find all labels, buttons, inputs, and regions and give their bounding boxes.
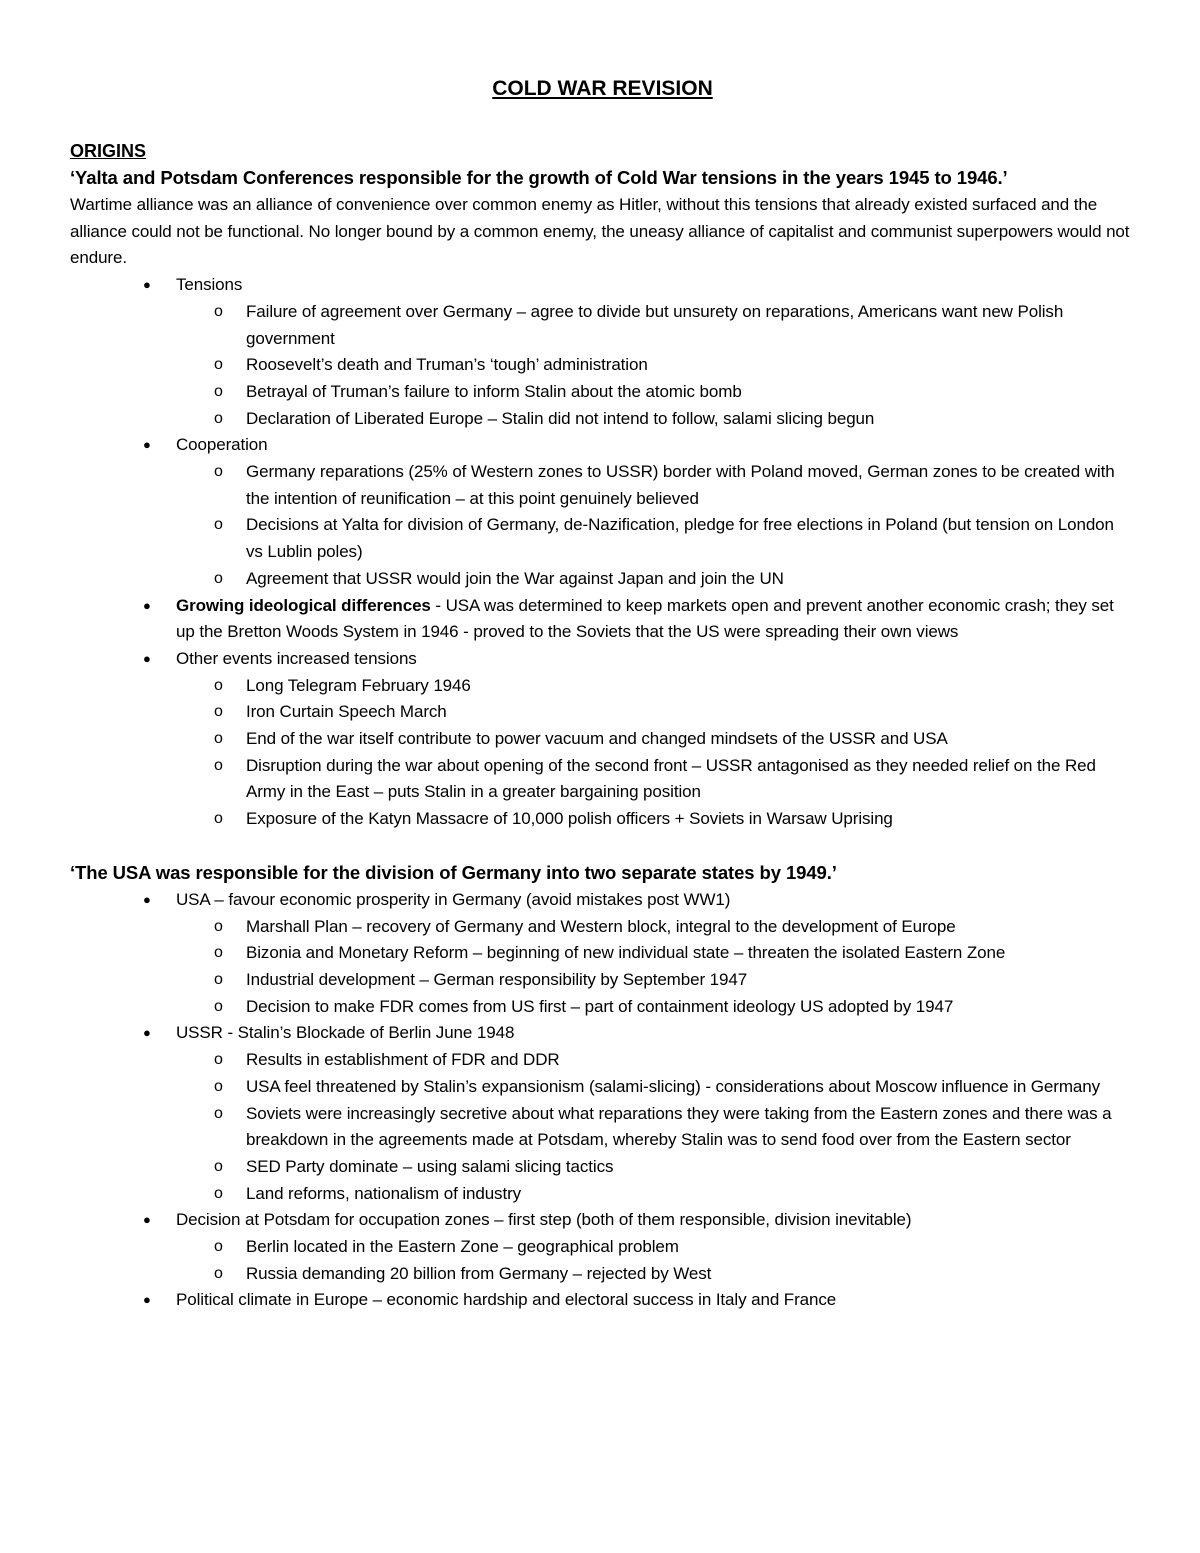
- sub-item: o Marshall Plan – recovery of Germany and Western block, integral to the development of Europe: [246, 914, 1135, 941]
- document-title: COLD WAR REVISION: [492, 77, 713, 100]
- sub-item: o Long Telegram February 1946: [246, 673, 1135, 700]
- circle-bullet-icon: o: [214, 356, 223, 374]
- sub-list: [176, 459, 1135, 593]
- sub-item: o Roosevelt’s death and Truman’s ‘tough’ administration: [246, 352, 1135, 379]
- sub-item: o SED Party dominate – using salami slicing tactics: [246, 1154, 1135, 1181]
- sub-item: o Failure of agreement over Germany – agree to divide but unsurety on reparations, Americans want new Polish government: [246, 299, 1135, 352]
- bullet-icon: ●: [143, 277, 151, 293]
- sub-item: o Decisions at Yalta for division of Germany, de-Nazification, pledge for free elections in Poland (but tension on London vs Lublin poles): [246, 512, 1135, 565]
- circle-bullet-icon: o: [214, 516, 223, 534]
- bullet-item: ● Political climate in Europe – economic hardship and electoral success in Italy and France: [176, 1287, 1135, 1314]
- bullet-icon: ●: [143, 437, 151, 453]
- circle-bullet-icon: o: [214, 1104, 223, 1122]
- document-page: [70, 74, 1135, 1314]
- bullet-item: ● Tensions o Failure of agreement over Germany – agree to divide but unsurety on reparations, Americans want new Polish government o Roosevelt’s death and Truman’s ‘tough’ administration o Betrayal of Truman’s failure to inform Stalin about the atomic bomb o Declaration of Liberated Europe – Stalin did not intend to follow, salami slicing begun: [176, 272, 1135, 432]
- sub-item: o Soviets were increasingly secretive about what reparations they were taking from the Eastern zones and there was a breakdown in the agreements made at Potsdam, whereby Stalin was to send food over from the Eastern sector: [246, 1101, 1135, 1154]
- sub-item: o Disruption during the war about opening of the second front – USSR antagonised as they needed relief on the Red Army in the East – puts Stalin in a greater bargaining position: [246, 753, 1135, 806]
- sub-item: o Decision to make FDR comes from US first – part of containment ideology US adopted by 1947: [246, 994, 1135, 1021]
- sub-list: [176, 914, 1135, 1021]
- bullet-icon: ●: [143, 1292, 151, 1308]
- sub-item: o Russia demanding 20 billion from Germany – rejected by West: [246, 1261, 1135, 1288]
- sub-item: o Germany reparations (25% of Western zones to USSR) border with Poland moved, German zones to be created with the intention of reunification – at this point genuinely believed: [246, 459, 1135, 512]
- circle-bullet-icon: o: [214, 1184, 223, 1202]
- section-heading-origins: ORIGINS: [70, 141, 147, 161]
- circle-bullet-icon: o: [214, 302, 223, 320]
- circle-bullet-icon: o: [214, 1077, 223, 1095]
- circle-bullet-icon: o: [214, 730, 223, 748]
- q2-bullet-list: [70, 887, 1135, 1314]
- bullet-item: ● USSR - Stalin’s Blockade of Berlin June 1948 o Results in establishment of FDR and DDR o USA feel threatened by Stalin’s expansionism (salami-slicing) - considerations about Moscow influence in Germany o Soviets were increasingly secretive about what reparations they were taking from the Eastern zones and there was a breakdown in the agreements made at Potsdam, whereby Stalin was to send food over from the Eastern sector o SED Party dominate – using salami slicing tactics o Land reforms, nationalism of industry: [176, 1020, 1135, 1207]
- essay-question-2: ‘The USA was responsible for the division of Germany into two separate states by 1949.’: [70, 861, 837, 883]
- sub-item: o USA feel threatened by Stalin’s expansionism (salami-slicing) - considerations about Moscow influence in Germany: [246, 1074, 1135, 1101]
- circle-bullet-icon: o: [214, 676, 223, 694]
- circle-bullet-icon: o: [214, 1264, 223, 1282]
- sub-item: o Berlin located in the Eastern Zone – geographical problem: [246, 1234, 1135, 1261]
- sub-list: [176, 1234, 1135, 1287]
- circle-bullet-icon: o: [214, 970, 223, 988]
- sub-item: o Betrayal of Truman’s failure to inform Stalin about the atomic bomb: [246, 379, 1135, 406]
- bullet-item: ● Other events increased tensions o Long Telegram February 1946 o Iron Curtain Speech March o End of the war itself contribute to power vacuum and changed mindsets of the USSR and USA o Disruption during the war about opening of the second front – USSR antagonised as they needed relief on the Red Army in the East – puts Stalin in a greater bargaining position o Exposure of the Katyn Massacre of 10,000 polish officers + Soviets in Warsaw Uprising: [176, 646, 1135, 833]
- sub-item: o End of the war itself contribute to power vacuum and changed mindsets of the USSR and USA: [246, 726, 1135, 753]
- bullet-icon: ●: [143, 891, 151, 907]
- circle-bullet-icon: o: [214, 944, 223, 962]
- circle-bullet-icon: o: [214, 1051, 223, 1069]
- sub-item: o Iron Curtain Speech March: [246, 699, 1135, 726]
- circle-bullet-icon: o: [214, 756, 223, 774]
- bullet-icon: ●: [143, 1212, 151, 1228]
- q1-bullet-list: [70, 272, 1135, 833]
- bullet-item: ● USA – favour economic prosperity in Germany (avoid mistakes post WW1) o Marshall Plan – recovery of Germany and Western block, integral to the development of Europe o Bizonia and Monetary Reform – beginning of new individual state – threaten the isolated Eastern Zone o Industrial development – German responsibility by September 1947 o Decision to make FDR comes from US first – part of containment ideology US adopted by 1947: [176, 887, 1135, 1021]
- circle-bullet-icon: o: [214, 463, 223, 481]
- circle-bullet-icon: o: [214, 810, 223, 828]
- bullet-icon: ●: [143, 650, 151, 666]
- sub-item: o Declaration of Liberated Europe – Stalin did not intend to follow, salami slicing begun: [246, 406, 1135, 433]
- sub-item: o Exposure of the Katyn Massacre of 10,000 polish officers + Soviets in Warsaw Uprising: [246, 806, 1135, 833]
- circle-bullet-icon: o: [214, 569, 223, 587]
- sub-list: [176, 673, 1135, 833]
- circle-bullet-icon: o: [214, 1157, 223, 1175]
- sub-item: o Land reforms, nationalism of industry: [246, 1181, 1135, 1208]
- bullet-item: ● Growing ideological differences - USA was determined to keep markets open and prevent another economic crash; they set up the Bretton Woods System in 1946 - proved to the Soviets that the US were spreading their own views: [176, 593, 1135, 646]
- circle-bullet-icon: o: [214, 409, 223, 427]
- bullet-icon: ●: [143, 1025, 151, 1041]
- sub-item: o Bizonia and Monetary Reform – beginning of new individual state – threaten the isolated Eastern Zone: [246, 940, 1135, 967]
- intro-paragraph: Wartime alliance was an alliance of convenience over common enemy as Hitler, without this tensions that already existed surfaced and the alliance could not be functional. No longer bound by a common enemy, the uneasy alliance of capitalist and communist superpowers would not endure.: [70, 195, 1130, 268]
- bullet-item: ● Cooperation o Germany reparations (25% of Western zones to USSR) border with Poland moved, German zones to be created with the intention of reunification – at this point genuinely believed o Decisions at Yalta for division of Germany, de-Nazification, pledge for free elections in Poland (but tension on London vs Lublin poles) o Agreement that USSR would join the War against Japan and join the UN: [176, 432, 1135, 592]
- sub-list: [176, 299, 1135, 433]
- sub-item: o Results in establishment of FDR and DDR: [246, 1047, 1135, 1074]
- bullet-item: ● Decision at Potsdam for occupation zones – first step (both of them responsible, division inevitable) o Berlin located in the Eastern Zone – geographical problem o Russia demanding 20 billion from Germany – rejected by West: [176, 1207, 1135, 1287]
- circle-bullet-icon: o: [214, 917, 223, 935]
- essay-question-1: ‘Yalta and Potsdam Conferences responsible for the growth of Cold War tensions in the years 1945 to 1946.’: [70, 167, 1008, 188]
- circle-bullet-icon: o: [214, 703, 223, 721]
- sub-item: o Agreement that USSR would join the War against Japan and join the UN: [246, 566, 1135, 593]
- bullet-icon: ●: [143, 597, 151, 613]
- circle-bullet-icon: o: [214, 382, 223, 400]
- sub-item: o Industrial development – German responsibility by September 1947: [246, 967, 1135, 994]
- circle-bullet-icon: o: [214, 1238, 223, 1256]
- sub-list: [176, 1047, 1135, 1207]
- circle-bullet-icon: o: [214, 997, 223, 1015]
